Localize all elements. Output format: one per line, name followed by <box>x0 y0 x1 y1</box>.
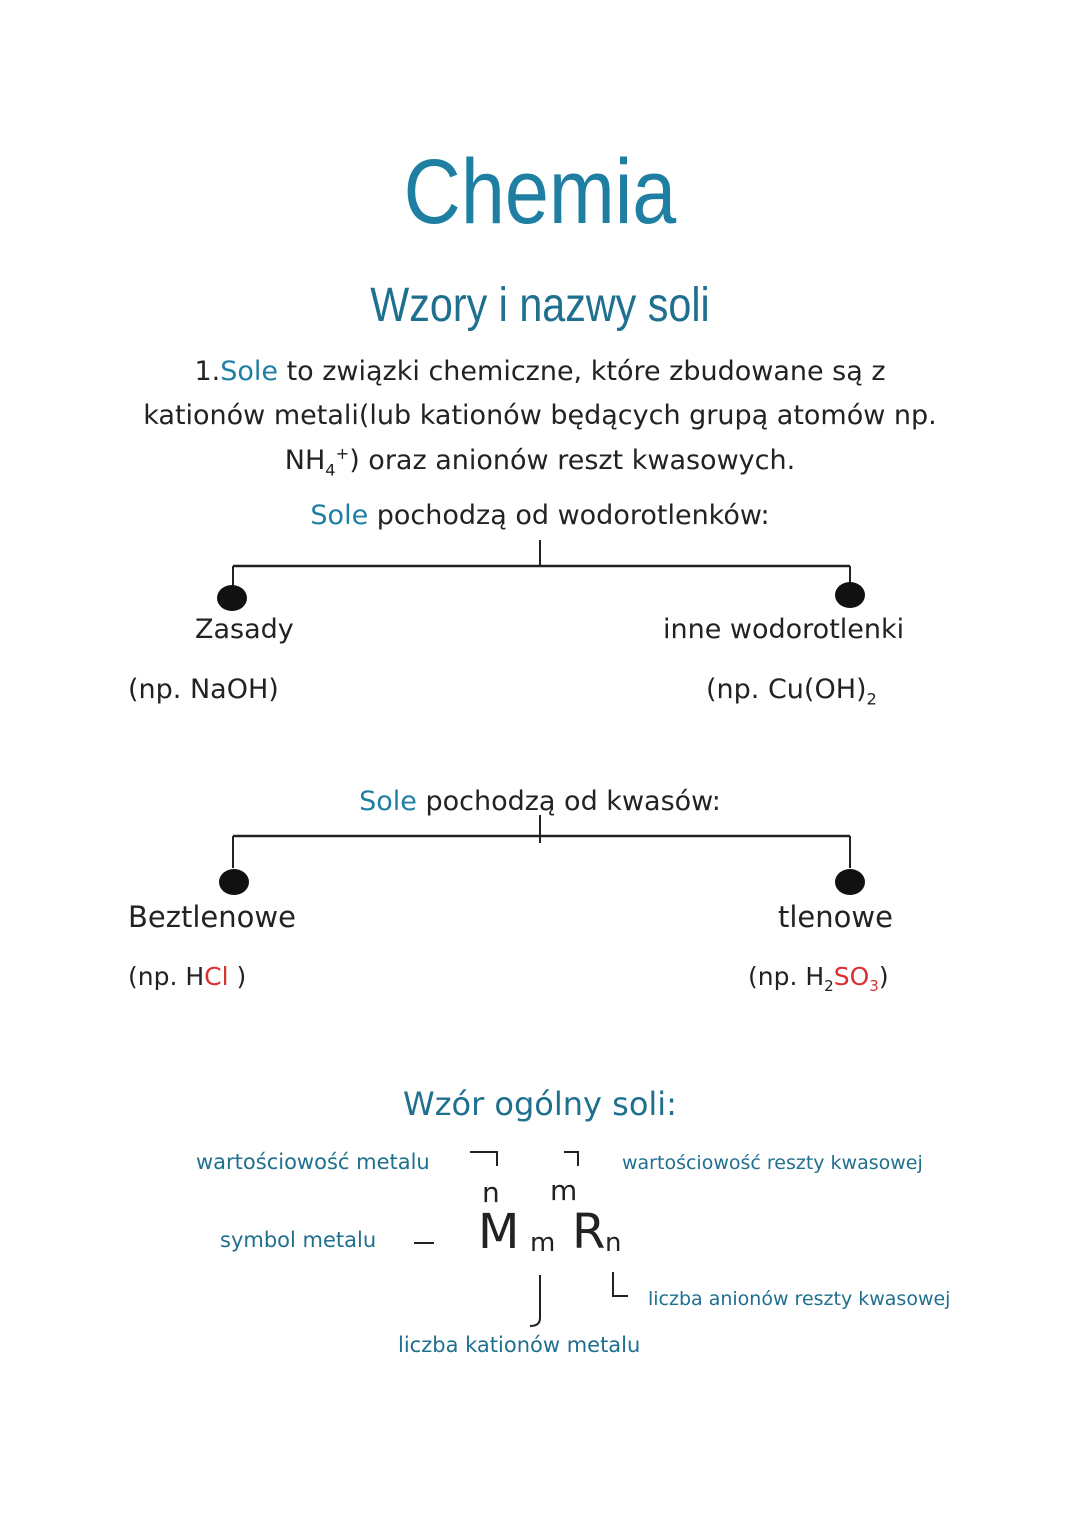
cation-count-caption: liczba kationów metalu <box>398 1333 641 1357</box>
tree1-left-node <box>217 585 247 611</box>
tree1-right-label: inne wodorotlenki <box>663 614 905 645</box>
tree2-right-example: (np. $H_2SO_3$) <box>748 962 889 995</box>
valence-acid-caption: wartościowość reszty kwasowej <box>622 1152 923 1174</box>
tree1-right-example: (np. $Cu(OH)_2$ <box>706 674 877 709</box>
tree2-right-node <box>835 869 865 895</box>
anion-count-caption: liczba anionów reszty kwasowej <box>648 1288 951 1310</box>
formula-sup-n: n <box>482 1176 500 1209</box>
valence-metal-caption: wartościowość metalu <box>196 1150 430 1174</box>
formula-heading: Wzór ogólny soli: <box>403 1085 677 1123</box>
page-subtitle: Wzory i nazwy soli <box>370 279 710 332</box>
intro-line-1: 1.Sole to związki chemiczne, które zbudowane są z <box>194 356 886 387</box>
formula-R: R <box>572 1204 606 1260</box>
formula-sub-m: m <box>530 1228 556 1258</box>
tree2-left-node <box>219 869 249 895</box>
formula-M: M <box>478 1204 520 1260</box>
tree2-left-label: Beztlenowe <box>128 900 296 934</box>
tree1-right-node <box>835 582 865 608</box>
intro-line-3: $NH_4^+$) oraz anionów reszt kwasowych. <box>284 444 796 480</box>
tree1-left-label: Zasady <box>195 614 294 645</box>
intro-line-2: kationów metali(lub kationów będących grupą atomów np. <box>143 400 937 431</box>
tree2-left-example: (np. HCl ) <box>128 962 247 991</box>
formula-sub-n: n <box>605 1228 622 1258</box>
page-title: Chemia <box>403 141 677 243</box>
tree2-right-label: tlenowe <box>778 900 893 934</box>
tree1-left-example: (np. NaOH) <box>128 674 279 705</box>
symbol-metal-caption: symbol metalu <box>220 1228 377 1252</box>
tree1-heading: Sole pochodzą od wodorotlenków: <box>310 500 770 531</box>
formula-sup-m: m <box>550 1174 578 1207</box>
tree2-heading: Sole pochodzą od kwasów: <box>359 786 721 817</box>
